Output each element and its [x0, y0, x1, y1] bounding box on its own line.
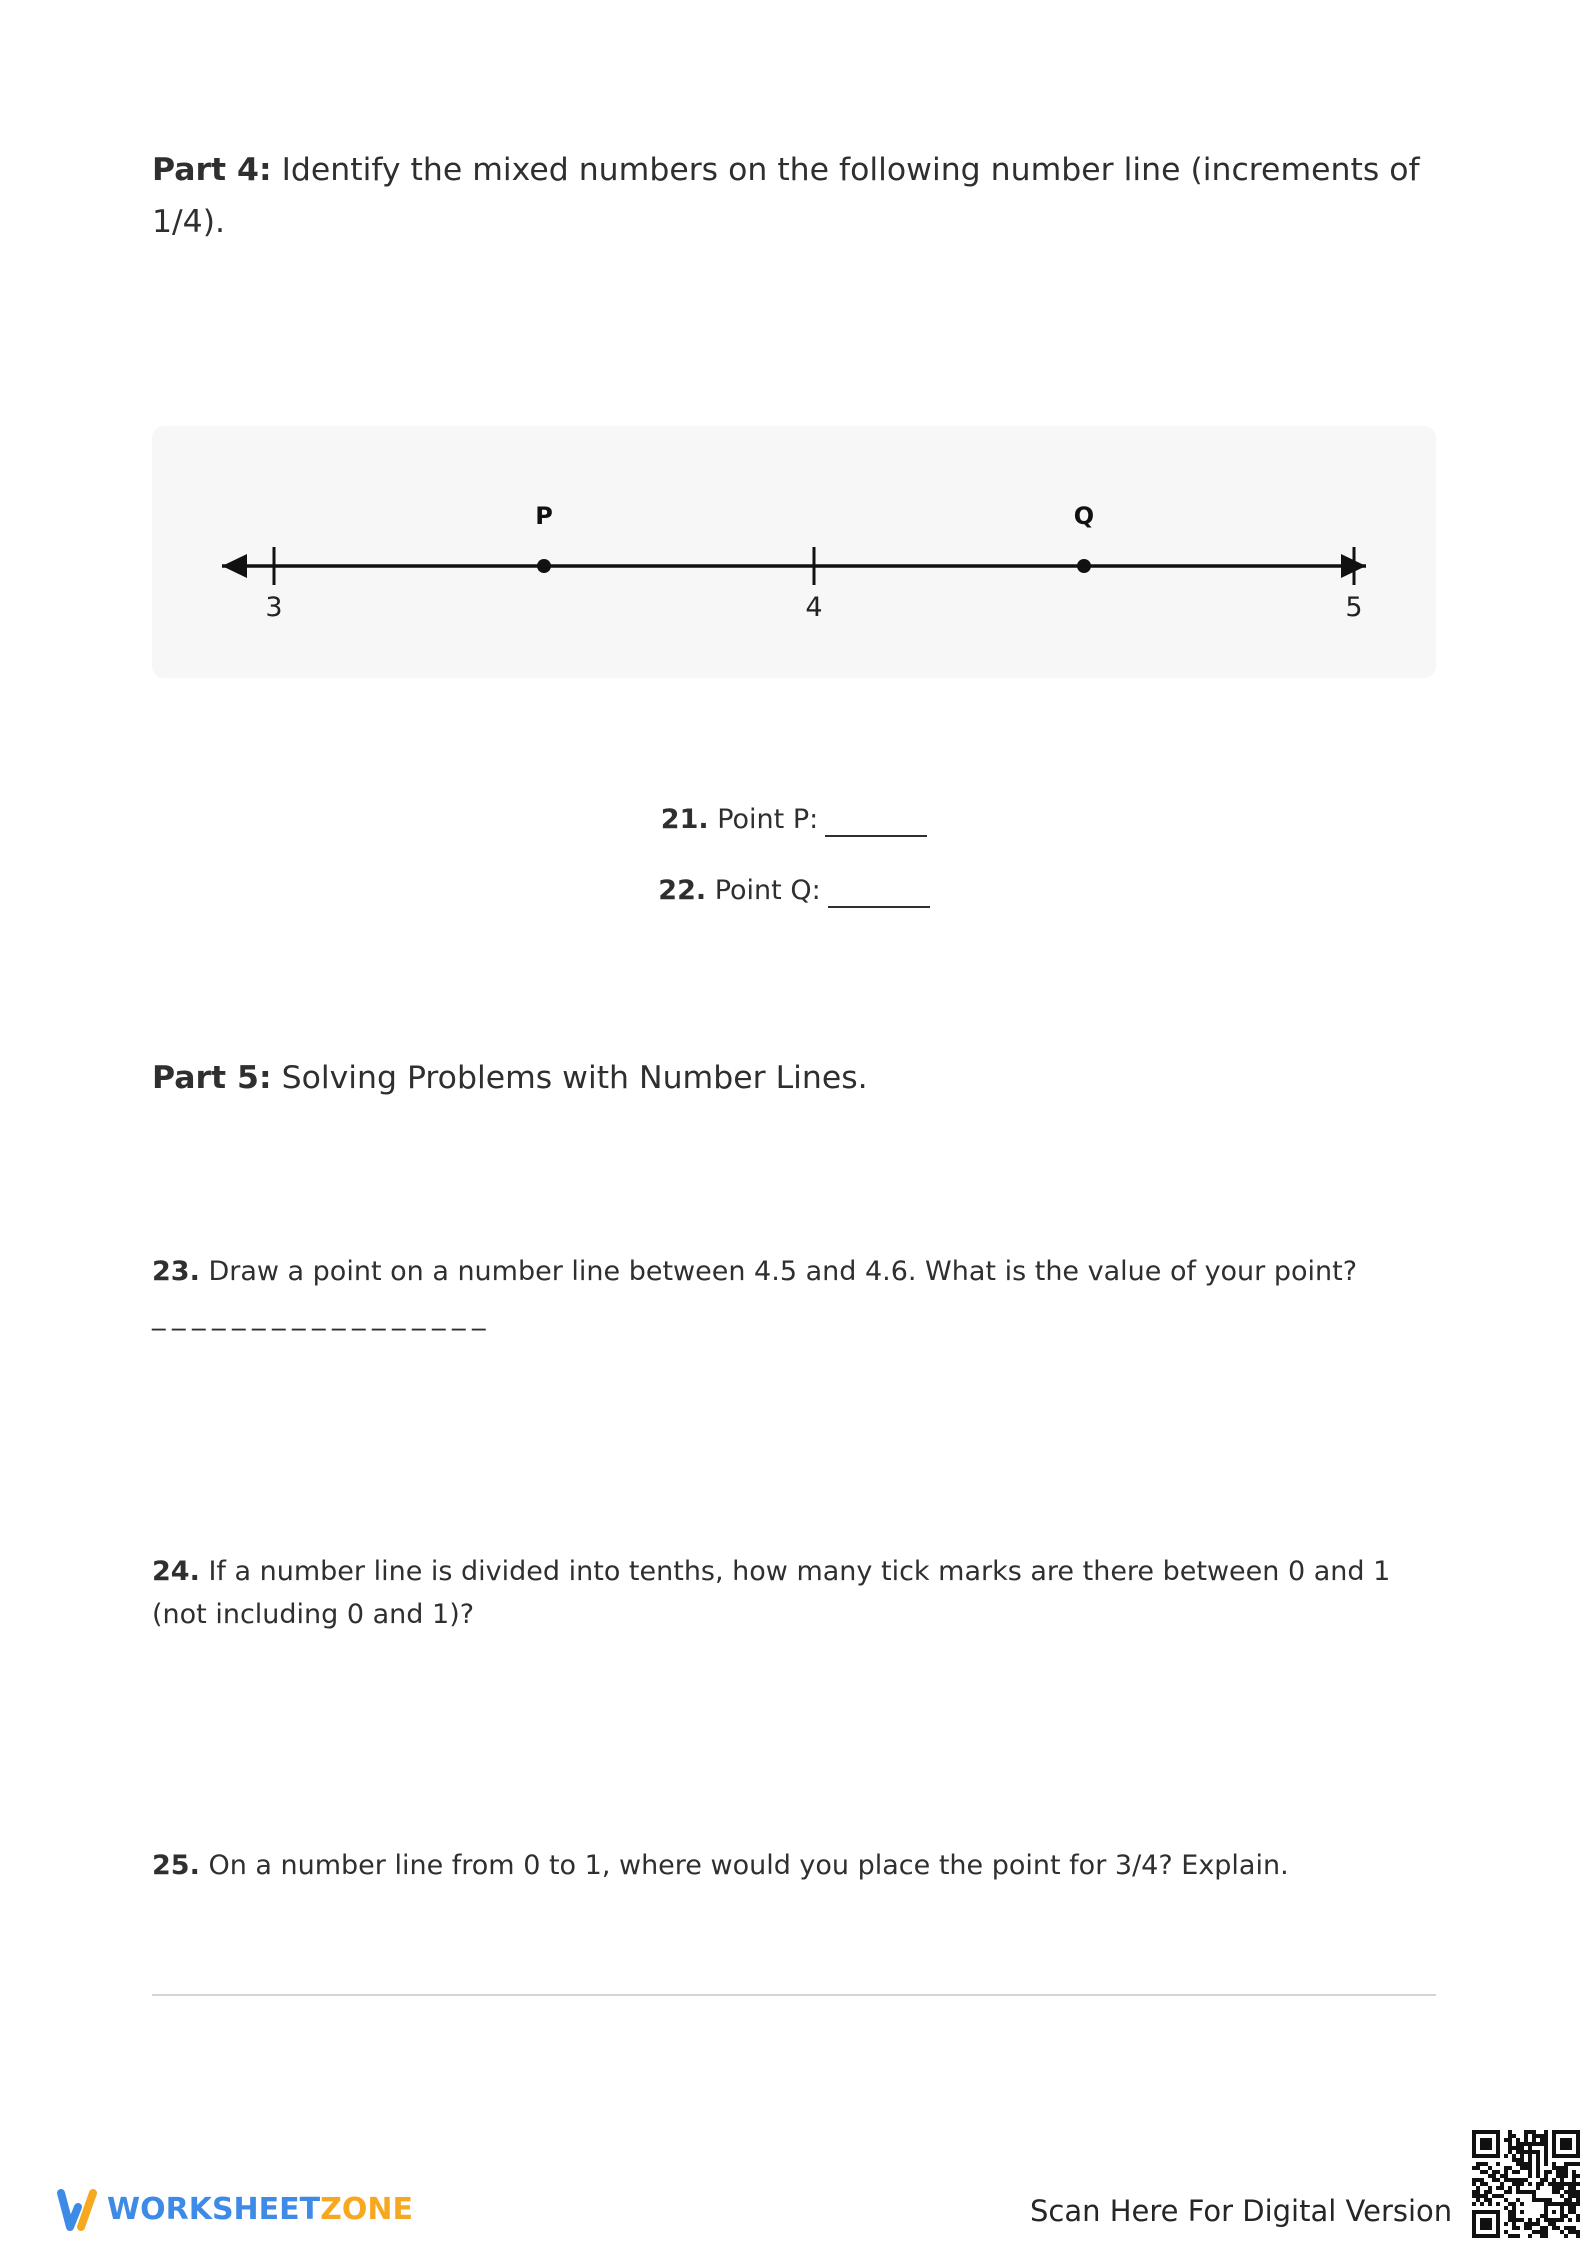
worksheetzone-logo: [56, 2184, 413, 2236]
tick-label-4: 4: [805, 592, 823, 623]
logo-orange-stroke: [81, 2193, 93, 2227]
qr-alignment-center: [1552, 2210, 1556, 2214]
answer-row-21: [0, 800, 1588, 840]
answer-underline-23: _________________: [152, 1300, 492, 1331]
part-5-heading: [152, 1053, 1442, 1105]
scan-instruction: Scan Here For Digital Version: [1030, 2194, 1453, 2228]
part-4-instructions: Identify the mixed numbers on the following number line (increments of 1/4).: [152, 152, 1420, 240]
part-5-label: Part 5:: [152, 1060, 272, 1096]
question-number-22: 22.: [658, 875, 707, 906]
qr-finder-center-3: [1480, 2218, 1492, 2230]
brand-name-zone: ZONE: [320, 2192, 413, 2227]
part-5-title: Solving Problems with Number Lines.: [281, 1060, 868, 1096]
footer-divider: [152, 1994, 1436, 1996]
qr-finder-center-1: [1480, 2138, 1492, 2150]
qr-finder-center-2: [1560, 2138, 1572, 2150]
question-24: [152, 1550, 1420, 1636]
question-number-24: 24.: [152, 1556, 200, 1587]
point-label-p: P: [535, 502, 553, 530]
answer-blank-line: [825, 835, 927, 837]
answer-prompt-point-q: Point Q:: [714, 875, 821, 906]
left-arrowhead: [222, 554, 247, 578]
point-q: [1077, 559, 1091, 573]
question-23: [152, 1250, 1420, 1293]
question-text-25: On a number line from 0 to 1, where would you place the point for 3/4? Explain.: [208, 1850, 1289, 1881]
part-4-label: Part 4:: [152, 152, 272, 188]
question-number-23: 23.: [152, 1256, 200, 1287]
qr-code-icon: [1472, 2130, 1580, 2238]
tick-label-5: 5: [1345, 592, 1363, 623]
question-number-25: 25.: [152, 1850, 200, 1881]
question-text-23: Draw a point on a number line between 4.5 and 4.6. What is the value of your point?: [208, 1256, 1358, 1287]
point-label-q: Q: [1073, 502, 1095, 530]
number-line-diagram: [152, 426, 1436, 678]
tick-label-3: 3: [265, 592, 283, 623]
question-number-21: 21.: [660, 804, 709, 835]
logo-blue-stroke: [61, 2193, 78, 2227]
answer-row-22: [0, 871, 1588, 911]
question-text-24: If a number line is divided into tenths, how many tick marks are there between 0 and 1 (not including 0 and 1)?: [152, 1556, 1391, 1630]
point-p: [537, 559, 551, 573]
worksheetzone-logo-icon: [56, 2184, 98, 2236]
brand-name-worksheet: WORKSHEET: [107, 2192, 321, 2227]
part-4-heading: [152, 145, 1442, 248]
number-line-panel: [152, 426, 1436, 678]
answer-prompt-point-p: Point P:: [717, 804, 819, 835]
answer-blank-line: [828, 906, 930, 908]
question-25: [152, 1844, 1420, 1887]
